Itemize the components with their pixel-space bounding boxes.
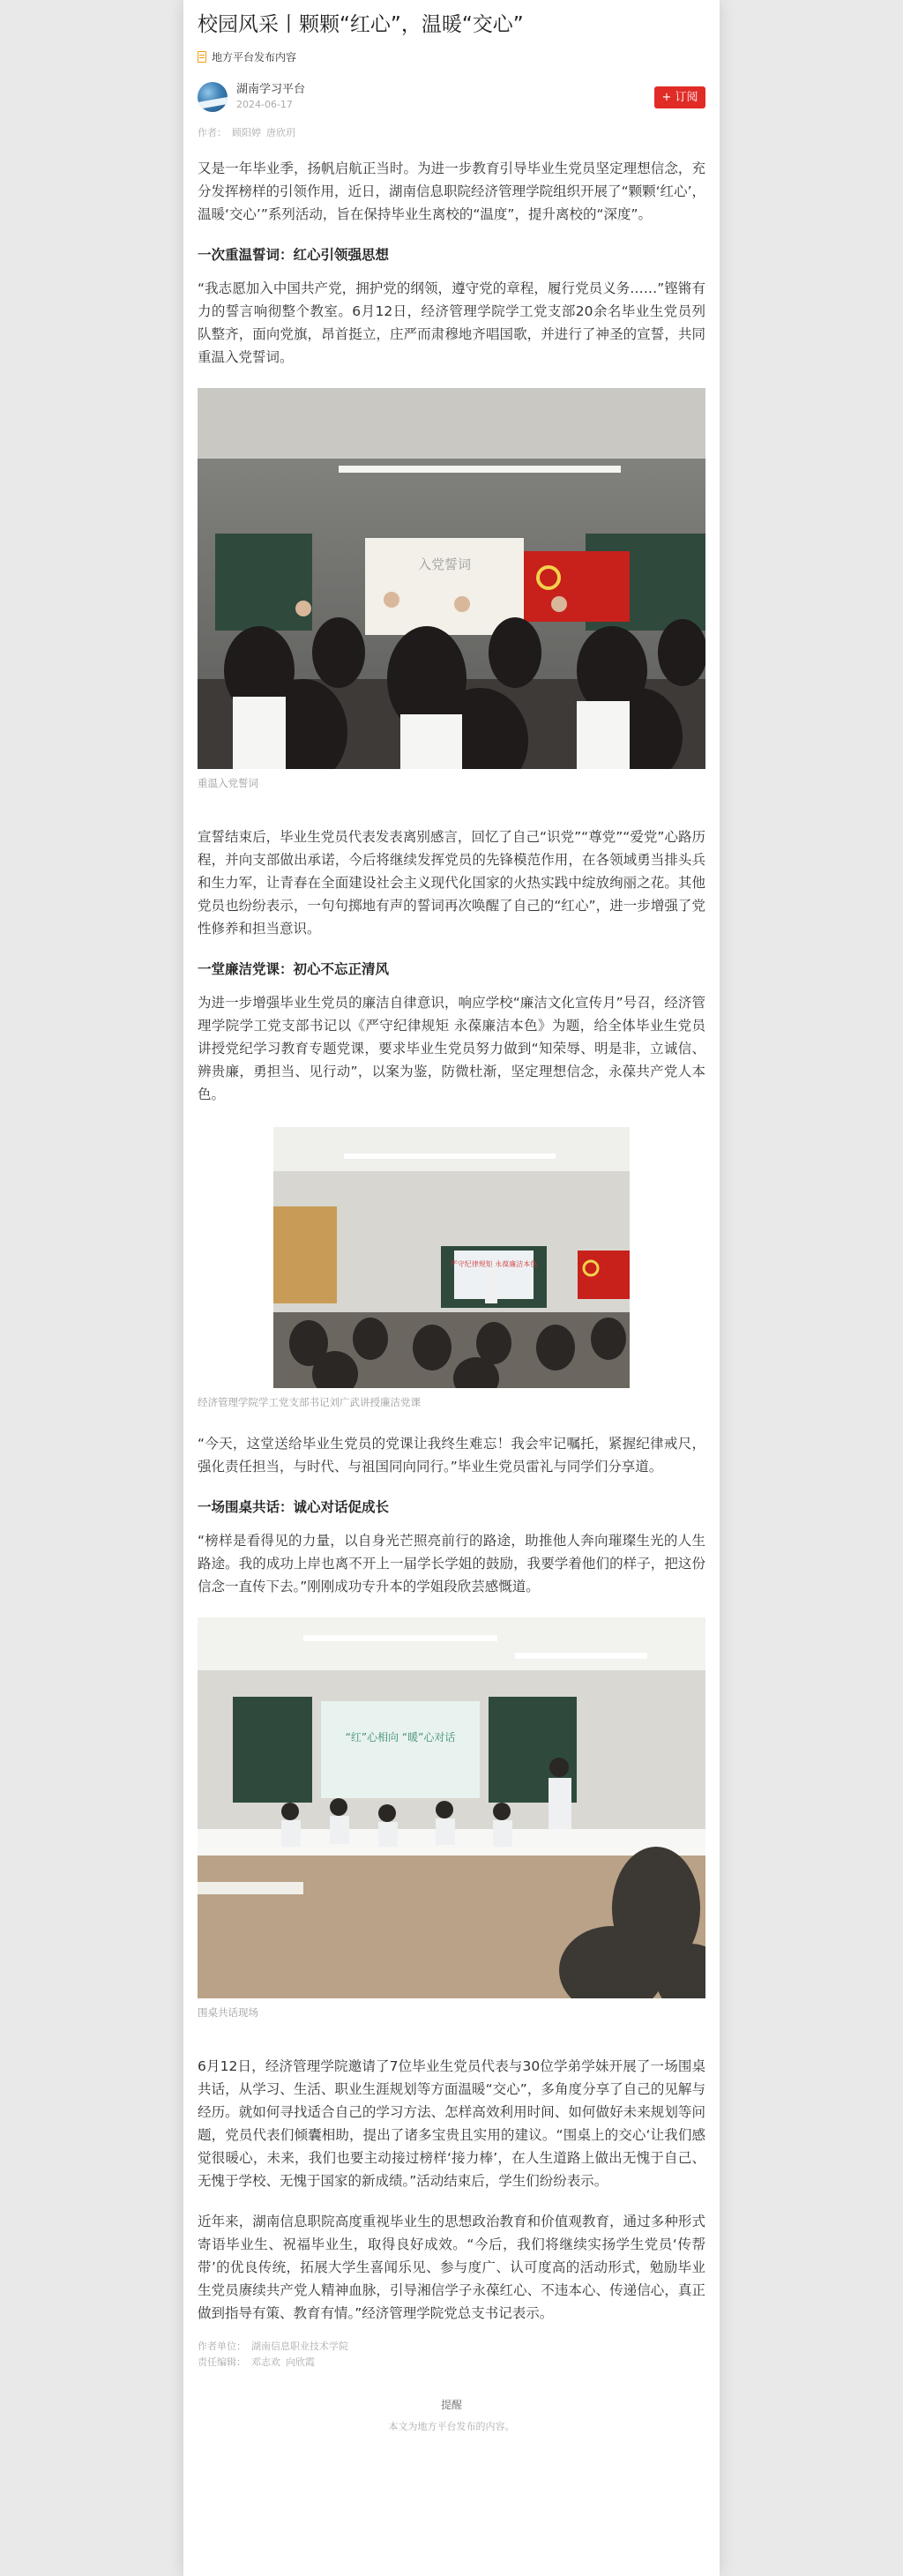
slide-text: “红”心相向 “暖”心对话	[345, 1731, 456, 1743]
figure-lecture	[198, 1127, 705, 1409]
photo-lecture	[273, 1127, 630, 1388]
paragraph: 为进一步增强毕业生党员的廉洁自律意识，响应学校“廉洁文化宣传月”号召，经济管理学院学工党支部书记以《严守纪律规矩 永葆廉洁本色》为题，给全体毕业生党员讲授党纪学习教育专题党课，要求毕业生党员努力做到“知荣辱、明是非，立诚信、辨贵廉，勇担当、见行动”，以案为鉴，防微杜渐，坚定理想信念，永葆共产党人本色。	[198, 995, 705, 1102]
image-caption: 重温入党誓词	[198, 777, 258, 789]
paragraph: “今天，这堂送给毕业生党员的党课让我终生难忘！我会牢记嘱托，紧握纪律戒尺，强化责任担当，与时代、与祖国同向同行。”毕业生党员雷礼与同学们分享道。	[198, 1436, 705, 1475]
image-caption: 围桌共话现场	[198, 2006, 258, 2019]
source-tag	[198, 48, 705, 65]
photo-oath	[198, 388, 705, 769]
disclaimer: 本文为地方平台发布的内容。	[388, 2421, 515, 2432]
document-icon	[198, 51, 206, 63]
section-heading: 一堂廉洁党课：初心不忘正清风	[198, 961, 390, 977]
article-title: 校园风采丨颗颗“红心”，温暖“交心”	[198, 13, 524, 36]
paragraph: 近年来，湖南信息职院高度重视毕业生的思想政治教育和价值观教育，通过多种形式寄语毕业生、祝福毕业生，取得良好成效。“今后，我们将继续实扬学生党员‘传帮带’的优良传统，拓展大学生喜闻乐见、参与度广、认可度高的活动形式，勉励毕业生党员赓续共产党人精神血脉，引导湘信学子永葆红心、不违本心、传递信心，真正做到指导有策、教育有情。”经济管理学院党总支书记表示。	[198, 2214, 705, 2321]
editor-row	[198, 2355, 705, 2371]
paragraph: 宣誓结束后，毕业生党员代表发表离别感言，回忆了自己“识党”“尊党”“爱党”心路历程，并向支部做出承诺，今后将继续发挥党员的先锋模范作用，在各领域勇当排头兵和生力军，让青春在全面建设社会主义现代化国家的火热实践中绽放绚丽之花。其他党员也纷纷表示，一句句掷地有声的誓词再次唤醒了自己的“红心”，进一步增强了党性修养和担当意识。	[198, 829, 705, 937]
photo-roundtable	[198, 1617, 705, 1998]
footer-meta	[198, 2339, 705, 2371]
byline-name: 唐欣玥	[266, 127, 295, 138]
paragraph: “榜样是看得见的力量，以自身光芒照亮前行的路途，助推他人奔向璀璨生光的人生路途。我的成功上岸也离不开上一届学长学姐的鼓励，我要学着他们的样子，把这份信念一直传下去。”刚刚成功专升本的学姐段欣芸感慨道。	[198, 1533, 705, 1594]
figure-oath	[198, 388, 705, 790]
paragraph: “我志愿加入中国共产党，拥护党的纲领，遵守党的章程，履行党员义务……”铿锵有力的誓言响彻整个教室。6月12日，经济管理学院学工党支部20余名毕业生党员列队整齐，面向党旗，昂首挺立，庄严而肃穆地齐唱国歌，并进行了神圣的宣誓，共同重温入党誓词。	[198, 280, 705, 365]
paragraph: 6月12日，经济管理学院邀请了7位毕业生党员代表与30位学弟学妹开展了一场围桌共话，从学习、生活、职业生涯规划等方面温暖“交心”，多角度分享了自己的见解与经历。就如何寻找适合自己的学习方法、怎样高效利用时间、如何做好未来规划等问题，党员代表们倾囊相助，提出了诸多宝贵且实用的建议。“围桌上的交心‘让我们感觉很暖心，未来，我们也要主动接过榜样‘接力棒’，在人生道路上做出无愧于自己、无愧于学校、无愧于国家的新成绩。”活动结束后，学生们纷纷表示。	[198, 2058, 705, 2189]
byline	[198, 125, 705, 141]
section-heading: 一次重温誓词：红心引领强思想	[198, 247, 390, 263]
byline-name: 顾阳婷	[232, 127, 261, 138]
section-heading: 一场围桌共话：诚心对话促成长	[198, 1499, 390, 1515]
author-unit: 湖南信息职业技术学院	[251, 2341, 348, 2352]
slide-text: 入党誓词	[417, 556, 472, 572]
avatar[interactable]	[198, 82, 228, 112]
author-name[interactable]: 湖南学习平台	[236, 83, 306, 96]
editor-label: 责任编辑：	[198, 2356, 246, 2368]
author-meta	[236, 82, 305, 112]
slide-text: 严守纪律规矩 永葆廉洁本色	[450, 1260, 538, 1268]
publish-date: 2024-06-17	[236, 99, 293, 110]
editor-name: 向欣霞	[286, 2356, 315, 2368]
editor-name: 邓志欢	[251, 2356, 280, 2368]
image-caption: 经济管理学院学工党支部书记刘广武讲授廉洁党课	[198, 1396, 421, 1408]
author-unit-label: 作者单位：	[198, 2341, 246, 2352]
author-unit-row	[198, 2339, 705, 2355]
figure-roundtable	[198, 1617, 705, 2020]
subscribe-button[interactable]: + 订阅	[654, 86, 705, 108]
article-page	[183, 0, 720, 2576]
paragraph: 又是一年毕业季，扬帆启航正当时。为进一步教育引导毕业生党员坚定理想信念，充分发挥榜样的引领作用，近日，湖南信息职院经济管理学院组织开展了“颗颗‘红心’，温暖‘交心’”系列活动，旨在保持毕业生离校的“温度”，提升离校的“深度”。	[198, 161, 705, 222]
report-link[interactable]: 提醒	[440, 2399, 462, 2411]
source-tag-label: 地方平台发布内容	[212, 50, 297, 63]
author-row	[198, 79, 705, 115]
article-content	[183, 0, 720, 2433]
byline-label: 作者：	[198, 127, 227, 138]
